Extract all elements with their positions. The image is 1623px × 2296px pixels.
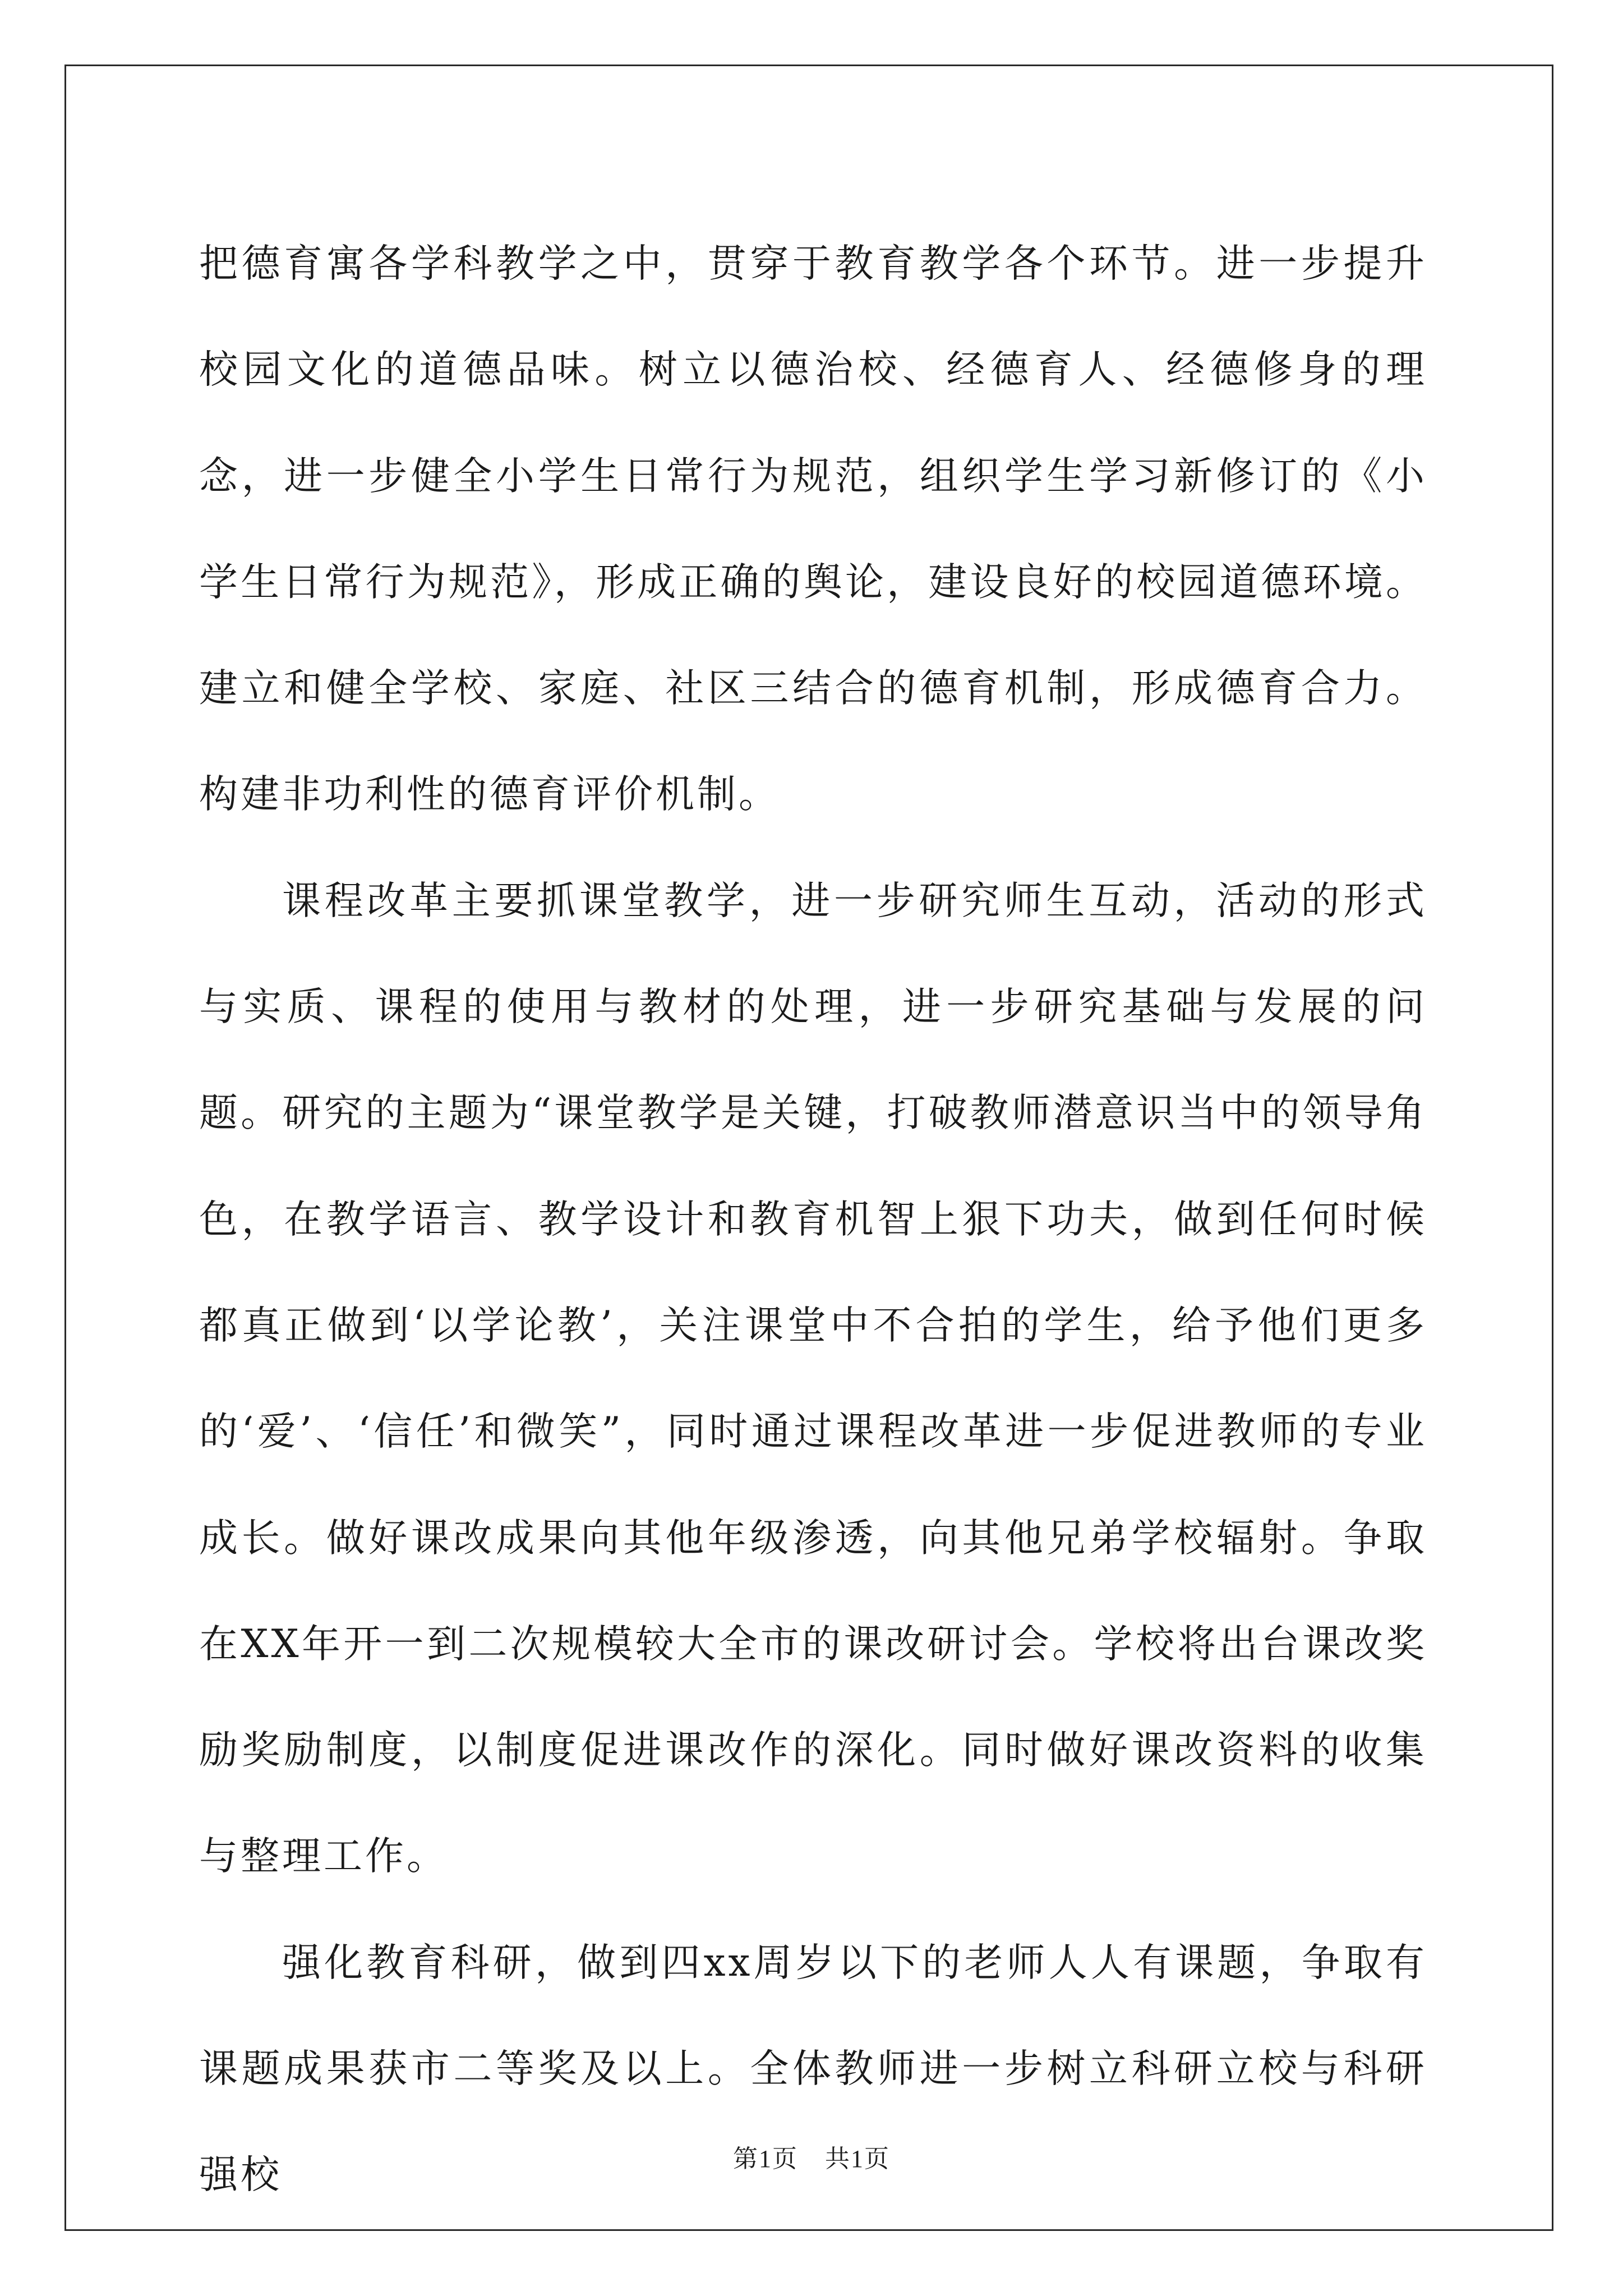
paragraph-moral-education: 把德育寓各学科教学之中，贯穿于教育教学各个环节。进一步提升校园文化的道德品味。树立以德治校、经德育人、经德修身的理念，进一步健全小学生日常行为规范，组织学生学习新修订的《小学生日常行为规范》，形成正确的舆论，建设良好的校园道德环境。建立和健全学校、家庭、社区三结合的德育机制，形成德育合力。构建非功利性的德育评价机制。 [199,241,1427,817]
document-body [199,211,1427,2229]
paragraph-research: 强化教育科研，做到四xx周岁以下的老师人人有课题，争取有课题成果获市二等奖及以上。全体教师进一步树立科研立校与科研强校 [199,1940,1427,2198]
page-number: 第1页 [733,2145,798,2173]
page-total: 共1页 [825,2145,890,2173]
paragraph-curriculum-reform: 课程改革主要抓课堂教学，进一步研究师生互动，活动的形式与实质、课程的使用与教材的处理，进一步研究基础与发展的问题。研究的主题为“课堂教学是关键，打破教师潜意识当中的领导角色，在教学语言、教学设计和教育机智上狠下功夫，做到任何时候都真正做到‘以学论教’，关注课堂中不合拍的学生，给予他们更多的‘爱’、‘信任’和微笑”，同时通过课程改革进一步促进教师的专业成长。做好课改成果向其他年级渗透，向其他兄弟学校辐射。争取在XX年开一到二次规模较大全市的课改研讨会。学校将出台课改奖励奖励制度，以制度促进课改作的深化。同时做好课改资料的收集与整理工作。 [199,878,1427,1879]
page-footer [0,2138,1623,2174]
